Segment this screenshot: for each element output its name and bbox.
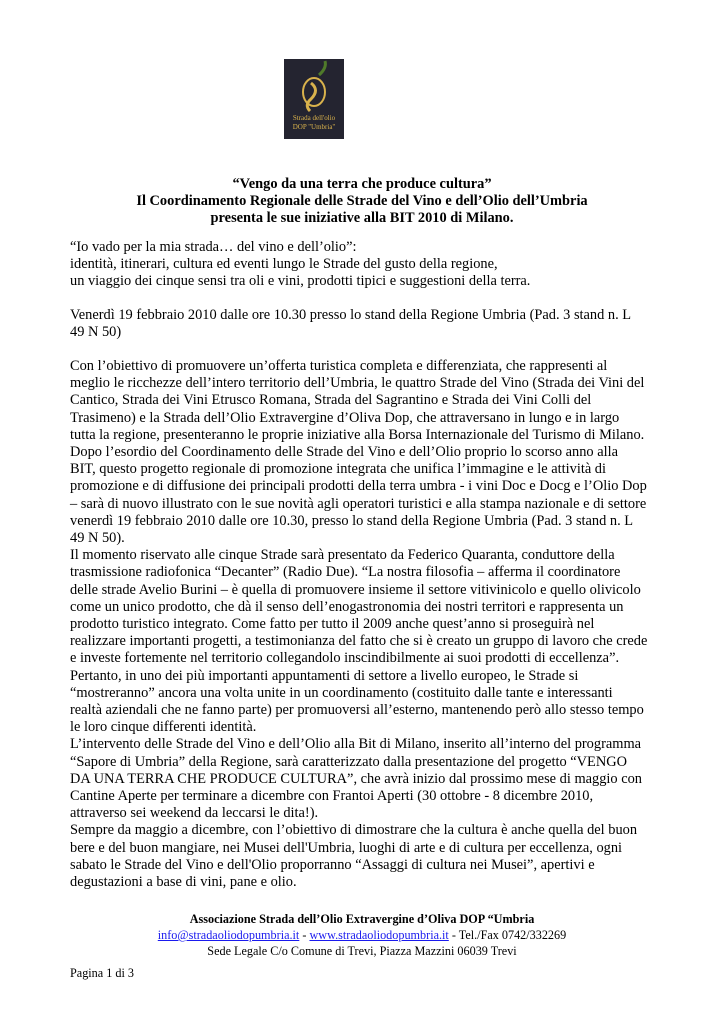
body-line: Sempre da maggio a dicembre, con l’obiettivo di dimostrare che la cultura è anche quella del buon [70,822,638,839]
logo [284,59,344,139]
body-line: BIT, questo progetto regionale di promozione integrata che unifica l’immagine e le attività di [70,461,607,478]
subtitle-line: un viaggio dei cinque sensi tra oli e vini, prodotti tipici e suggestioni della terra. [70,273,531,290]
body-line: L’intervento delle Strade del Vino e dell’Olio alla Bit di Milano, inserito all’interno del programma [70,736,642,753]
footer [70,911,654,959]
body-line: Con l’obiettivo di promuovere un’offerta turistica completa e differenziata, che rappresenti al [70,358,608,374]
event-line: Venerdì 19 febbraio 2010 dalle ore 10.30 presso lo stand della Regione Umbria (Pad. 3 stand n. L [70,307,632,323]
logo-text-line1: Strada dell'olio [292,114,336,122]
body-line: Il momento riservato alle cinque Strade sarà presentato da Federico Quaranta, conduttore della [70,547,615,564]
footer-association: Associazione Strada dell’Olio Extravergine d’Oliva DOP “Umbria [189,912,535,926]
logo-text-line2: DOP "Umbria" [292,123,336,131]
body-line: DA UNA TERRA CHE PRODUCE CULTURA”, che avrà inizio dal prossimo mese di maggio con [70,770,642,787]
website-link[interactable]: www.stradaoliodopumbria.it [309,928,449,942]
document-title [70,176,654,227]
body-line: sabato le Strade del Vino e dell'Olio proporranno “Assaggi di cultura nei Musei”, apertivi e [70,856,595,873]
body-line: realtà aziendali che ne fanno parte) per promuoversi all’esterno, mantenendo però allo stesso tempo [70,702,644,719]
subtitle-line: “Io vado per la mia strada… del vino e dell’olio”: [70,239,357,255]
event-paragraph [70,307,670,341]
body-line: “Sapore di Umbria” della Regione, sarà caratterizzato dalla presentazione del progetto “VENGO [70,753,627,770]
body-line: trasmissione radiofonica “Decanter” (Radio Due). “La nostra filosofia – afferma il coordinatore [70,564,621,581]
footer-contacts [70,927,654,943]
body-line: prodotto turistico integrato. Come fatto per tutto il 2009 anche quest’anno si proseguirà nel [70,616,595,633]
event-line: 49 N 50) [70,324,122,341]
body-text [70,358,670,891]
body-line: meglio le ricchezze dell’intero territorio dell’Umbria, le quattro Strade del Vino (Strada dei Vini del [70,375,645,392]
body-line: come un unico prodotto, che dà il senso dell’enogastronomia dei nostri territori e rappresenta un [70,598,624,615]
footer-phone: - Tel./Fax 0742/332269 [448,928,567,942]
body-line: “mostreranno” ancora una volta unite in un coordinamento (costituito dalle tante e interessanti [70,684,613,701]
body-line: Cantico, Strada dei Vini Etrusco Romana, Strada del Sagrantino e Strada dei Vini Colli del [70,392,592,409]
body-line: delle strade Avelio Burini – è quella di promuovere insieme il settore vitivinicolo e quello olivicolo [70,581,641,598]
title-line: Il Coordinamento Regionale delle Strade del Vino e dell’Olio dell’Umbria [136,193,588,209]
body-line: attraverso sei weekend da leccarsi le dita!). [70,805,319,822]
footer-separator: - [299,928,310,942]
email-link[interactable]: info@stradaoliodopumbria.it [157,928,300,942]
footer-address: Sede Legale C/o Comune di Trevi, Piazza Mazzini 06039 Trevi [207,944,517,958]
body-line: bere e del buon mangiare, nei Musei dell'Umbria, luoghi di arte e di cultura per eccellenza, ogni [70,839,623,856]
subtitle-line: identità, itinerari, cultura ed eventi lungo le Strade del gusto della regione, [70,256,498,273]
body-line: Dopo l’esordio del Coordinamento delle Strade del Vino e dell’Olio proprio lo scorso anno alla [70,444,618,461]
title-line: “Vengo da una terra che produce cultura” [232,176,492,192]
body-line: realizzare importanti progetti, a testimonianza del fatto che si è creato un gruppo di lavoro che crede [70,633,648,650]
body-line: promozione e di diffusione dei principali prodotti della terra umbra - i vini Doc e Docg e l’Olio Dop [70,478,647,495]
body-line: degustazioni a base di vini, pane e olio. [70,874,297,891]
title-line: presenta le sue iniziative alla BIT 2010 di Milano. [210,210,514,226]
body-line: tutta la regione, presenteranno le proprie iniziative alla Borsa Internazionale del Turismo di Milano. [70,426,645,443]
body-line: – sarà di nuovo illustrato con le sue novità agli operatori turistici e alla stampa nazionale e di settore [70,495,647,512]
body-line: e investe fortemente nel territorio collegandolo inscindibilmente ai suoi prodotti di eccellenza”. [70,650,620,667]
body-line: Cantine Aperte per terminare a dicembre con Frantoi Aperti (30 ottobre - 8 dicembre 2010, [70,788,594,805]
subtitle-paragraph [70,239,670,291]
body-line: 49 N 50). [70,530,125,547]
body-line: Pertanto, in uno dei più importanti appuntamenti di settore a livello europeo, le Strade si [70,667,579,684]
body-line: Trasimeno) e la Strada dell’Olio Extravergine d’Oliva Dop, che attraversano in lungo e in largo [70,409,620,426]
body-line: le loro cinque differenti identità. [70,719,257,736]
page-number: Pagina 1 di 3 [70,966,134,980]
body-line: venerdì 19 febbraio 2010 dalle ore 10.30, presso lo stand della Regione Umbria (Pad. 3 stand n. L [70,512,634,529]
